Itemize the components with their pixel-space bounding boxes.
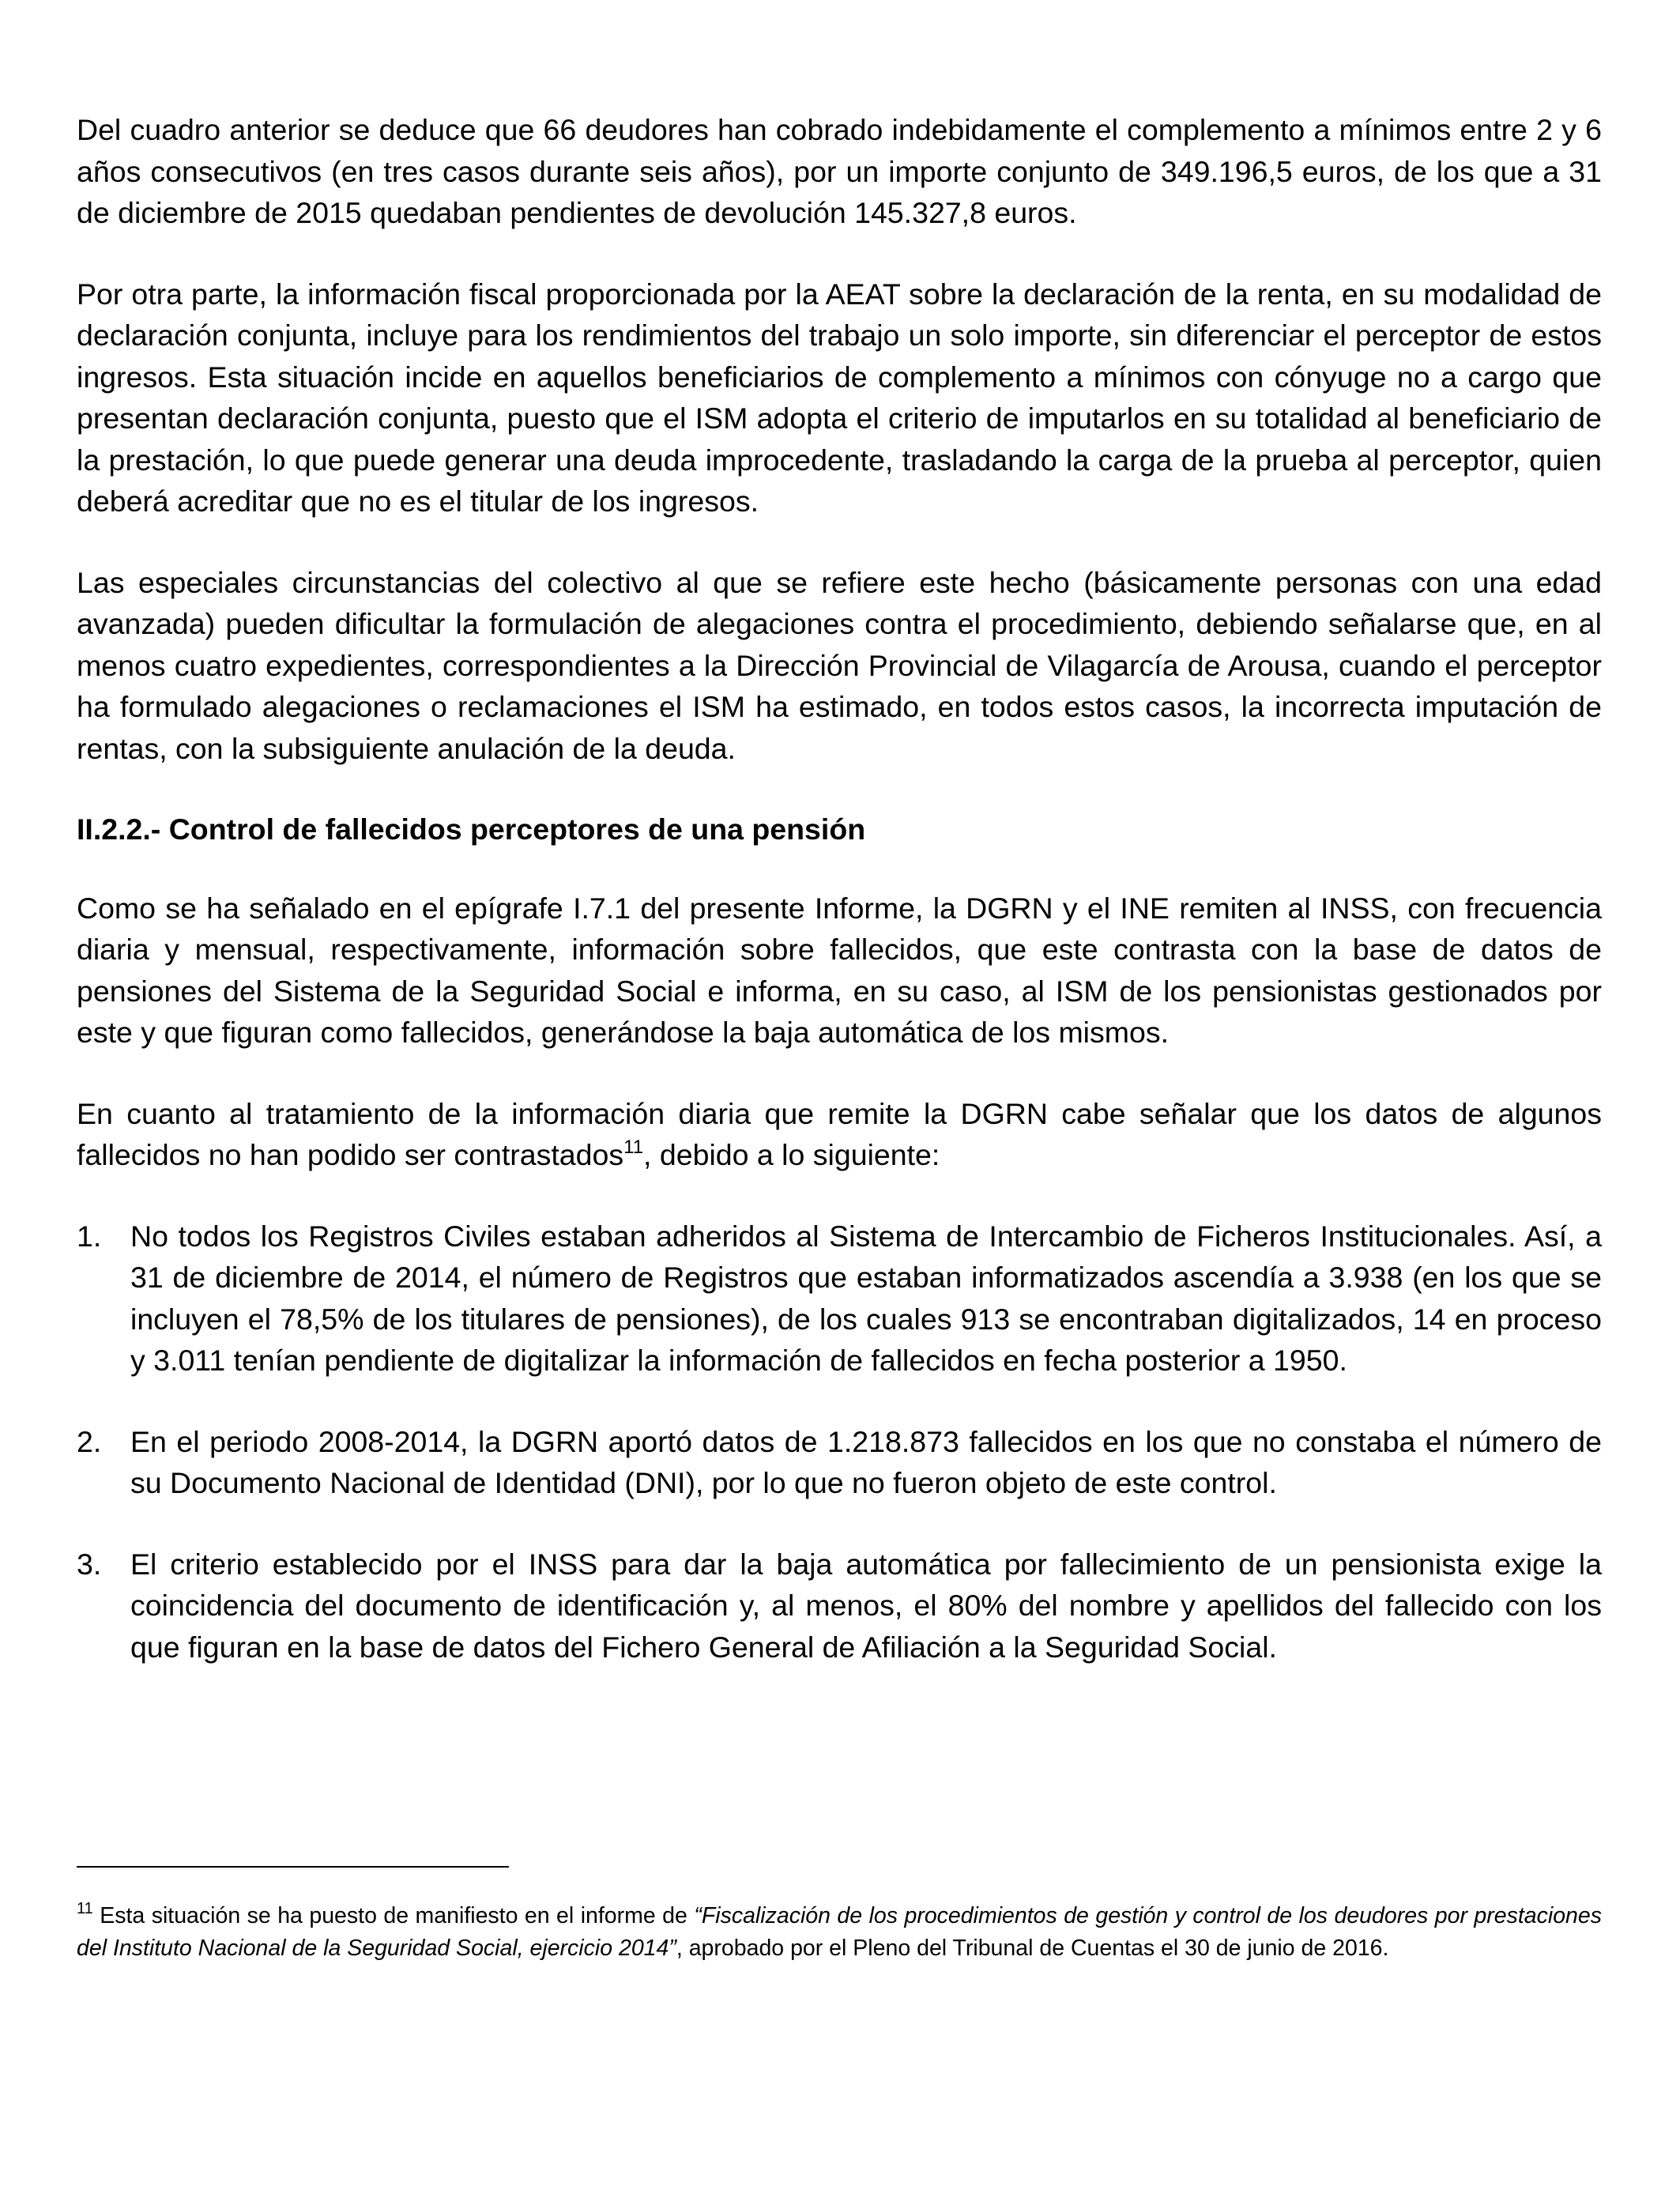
list-item-text: El criterio establecido por el INSS para dar la baja automática por fallecimiento de un pensionista exige la coincidencia del documento de identificación y, al menos, el 80% del nombre y apellidos del fallecido con los que figuran en la base de datos del Fichero General de Afiliación a la Seguridad Social. xyxy=(130,1547,1602,1664)
footnote-separator xyxy=(77,1866,509,1868)
list-item-number: 3. xyxy=(77,1547,102,1581)
footnote-reference[interactable]: 11 xyxy=(623,1137,644,1158)
paragraph-special-circumstances: Las especiales circunstancias del colectivo al que se refiere este hecho (básicamente personas con una edad avanzada) pueden dificultar la formulación de alegaciones contra el procedimiento, debiendo señalarse que, en al menos cuatro expedientes, correspondientes a la Dirección Provincial de Vilagarcía de Arousa, cuando el perceptor ha formulado alegaciones o reclamaciones el ISM ha estimado, en todos estos casos, la incorrecta imputación de rentas, con la subsiguiente anulación de la deuda. xyxy=(77,565,1602,765)
footnote-number: 11 xyxy=(77,1900,93,1917)
paragraph-daily-information xyxy=(77,1093,1602,1176)
list-item-number: 1. xyxy=(77,1219,102,1253)
list-item-text: No todos los Registros Civiles estaban adheridos al Sistema de Intercambio de Ficheros Institucionales. Así, a 31 de diciembre de 2014, el número de Registros que estaban informatizados ascendía a 3.938 (en los que se incluyen el 78,5% de los titulares de pensiones), de los cuales 913 se encontraban digitalizados, 14 en proceso y 3.011 tenían pendiente de digitalizar la información de fallecidos en fecha posterior a 1950. xyxy=(130,1219,1602,1377)
paragraph-debtors-summary: Del cuadro anterior se deduce que 66 deudores han cobrado indebidamente el complemento a mínimos entre 2 y 6 años consecutivos (en tres casos durante seis años), por un importe conjunto de 349.196,5 euros, de los que a 31 de diciembre de 2015 quedaban pendientes de devolución 145.327,8 euros. xyxy=(77,113,1602,229)
paragraph-daily-information-text: En cuanto al tratamiento de la información diaria que remite la DGRN cabe señalar que los datos de algunos fallecidos no han podido ser contrastados xyxy=(77,1096,1602,1171)
footnote-text-tail: , aprobado por el Pleno del Tribunal de Cuentas el 30 de junio de 2016. xyxy=(676,1935,1389,1961)
list-item-text: En el periodo 2008-2014, la DGRN aportó datos de 1.218.873 fallecidos en los que no constaba el número de su Documento Nacional de Identidad (DNI), por lo que no fueron objeto de este control. xyxy=(130,1424,1602,1499)
section-heading: II.2.2.- Control de fallecidos perceptores de una pensión xyxy=(77,812,866,846)
paragraph-tax-information: Por otra parte, la información fiscal proporcionada por la AEAT sobre la declaración de la renta, en su modalidad de declaración conjunta, incluye para los rendimientos del trabajo un solo importe, sin diferenciar el perceptor de estos ingresos. Esta situación incide en aquellos beneficiarios de complemento a mínimos con cónyuge no a cargo que presentan declaración conjunta, puesto que el ISM adopta el criterio de imputarlos en su totalidad al beneficiario de la prestación, lo que puede generar una deuda improcedente, trasladando la carga de la prueba al perceptor, quien deberá acreditar que no es el titular de los ingresos. xyxy=(77,277,1602,518)
paragraph-deceased-control: Como se ha señalado en el epígrafe I.7.1 del presente Informe, la DGRN y el INE remiten al INSS, con frecuencia diaria y mensual, respectivamente, información sobre fallecidos, que este contrasta con la base de datos de pensiones del Sistema de la Seguridad Social e informa, en su caso, al ISM de los pensionistas gestionados por este y que figuran como fallecidos, generándose la baja automática de los mismos. xyxy=(77,891,1602,1049)
list-item xyxy=(77,1421,1602,1504)
paragraph-daily-information-tail: , debido a lo siguiente: xyxy=(643,1138,940,1171)
footnote-text: Esta situación se ha puesto de manifiesto en el informe de xyxy=(92,1903,695,1928)
list-item xyxy=(77,1216,1602,1382)
numbered-list xyxy=(77,1216,1602,1668)
footnote-report-title: “Fiscalización de los procedimientos de gestión y control de los deudores por prestaciones del Instituto Nacional de la Seguridad Social, ejercicio 2014” xyxy=(77,1903,1603,1961)
document-body xyxy=(77,109,1602,1707)
footnote xyxy=(77,1900,1602,1964)
list-item xyxy=(77,1544,1602,1668)
list-item-number: 2. xyxy=(77,1424,102,1458)
